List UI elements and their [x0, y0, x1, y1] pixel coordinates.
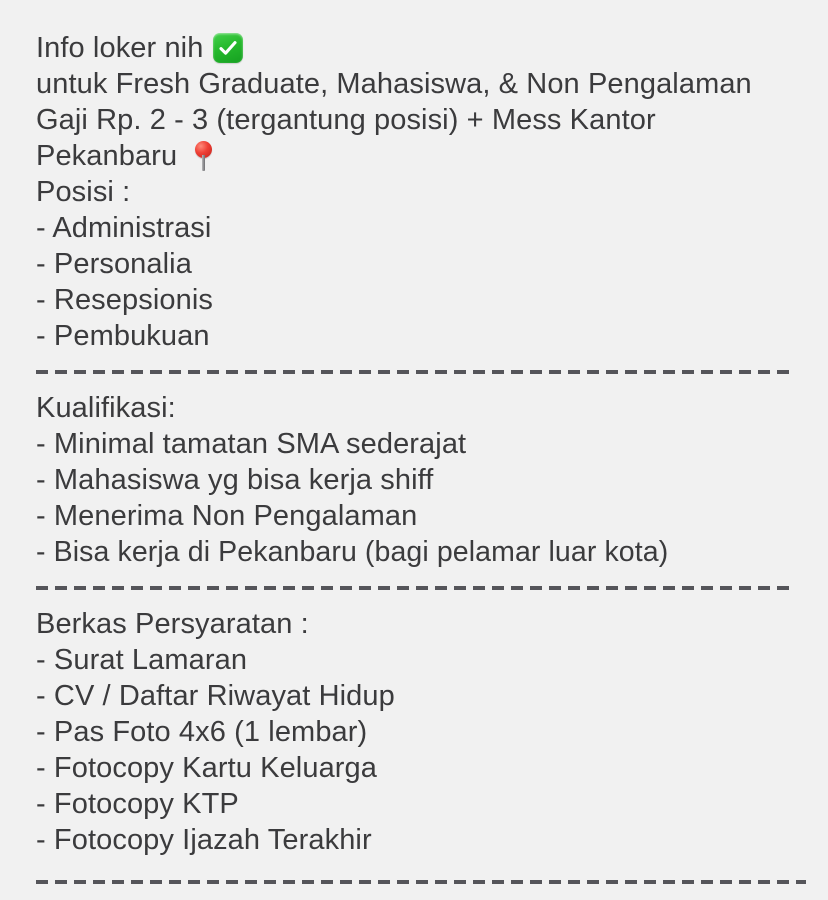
list-item: [36, 786, 808, 822]
dashed-line: [36, 586, 791, 590]
list-item-text: - Resepsionis: [36, 284, 213, 316]
list-item: [36, 750, 808, 786]
list-item: [36, 498, 808, 534]
salary-row: [36, 102, 808, 138]
list-item: [36, 678, 808, 714]
list-item: [36, 534, 808, 570]
list-item: [36, 426, 808, 462]
location-row: [36, 138, 808, 174]
list-item-text: - CV / Daftar Riwayat Hidup: [36, 680, 395, 712]
list-item: [36, 822, 808, 858]
headline-row: [36, 30, 808, 66]
pushpin-needle: [202, 155, 205, 171]
list-item: [36, 714, 808, 750]
list-item-text: - Administrasi: [36, 212, 212, 244]
list-item-text: - Personalia: [36, 248, 192, 280]
list-item-text: - Bisa kerja di Pekanbaru (bagi pelamar luar kota): [36, 536, 669, 568]
salary-text: Gaji Rp. 2 - 3 (tergantung posisi) + Mess Kantor: [36, 104, 656, 136]
list-item: [36, 318, 808, 354]
section-heading-berkas: [36, 606, 808, 642]
list-item-text: - Pas Foto 4x6 (1 lembar): [36, 716, 368, 748]
subline-text: untuk Fresh Graduate, Mahasiswa, & Non Pengalaman: [36, 68, 752, 100]
list-item: [36, 210, 808, 246]
list-item: [36, 642, 808, 678]
section-heading-posisi: [36, 174, 808, 210]
section-heading-text: Kualifikasi:: [36, 392, 176, 424]
list-item-text: - Pembukuan: [36, 320, 210, 352]
list-item-text: - Minimal tamatan SMA sederajat: [36, 428, 467, 460]
white-check-mark-icon: [213, 33, 243, 63]
location-text: Pekanbaru: [36, 140, 178, 172]
section-heading-kualifikasi: [36, 390, 808, 426]
dashed-line: [36, 370, 791, 374]
list-item: [36, 462, 808, 498]
section-divider: [36, 570, 808, 606]
list-item-text: - Mahasiswa yg bisa kerja shiff: [36, 464, 434, 496]
headline-text: Info loker nih: [36, 32, 204, 64]
list-item-text: - Fotocopy Kartu Keluarga: [36, 752, 378, 784]
dashed-line: [36, 880, 806, 884]
subline-row: [36, 66, 808, 102]
section-divider: [36, 864, 808, 900]
list-item: [36, 282, 808, 318]
section-heading-text: Posisi :: [36, 176, 131, 208]
list-item-text: - Fotocopy Ijazah Terakhir: [36, 824, 372, 856]
list-item-text: - Surat Lamaran: [36, 644, 248, 676]
round-pushpin-icon: [189, 140, 219, 172]
list-item-text: - Menerima Non Pengalaman: [36, 500, 418, 532]
list-item: [36, 246, 808, 282]
section-heading-text: Berkas Persyaratan :: [36, 608, 309, 640]
section-divider: [36, 354, 808, 390]
list-item-text: - Fotocopy KTP: [36, 788, 239, 820]
